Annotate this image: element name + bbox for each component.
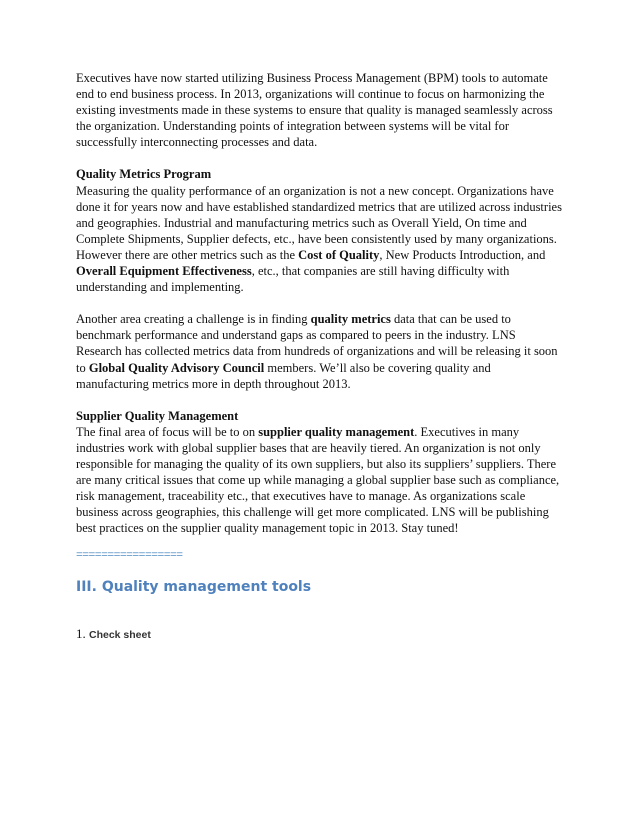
quality-metrics-heading: Quality Metrics Program [76,167,212,182]
document-page [76,70,564,643]
supplier-quality-bold: supplier quality management [258,424,415,439]
section-title: III. Quality management tools [76,579,312,596]
quality-metrics-text-e: , etc., that companies are still having difficulty with understanding and implementing. [76,264,510,295]
advisory-council-bold: Global Quality Advisory Council [88,360,265,375]
intro-text: Executives have now started utilizing Business Process Management (BPM) tools to automate end to end business process. In 2013, organizations will continue to focus on harmonizing the existing investments made in these systems to ensure that quality is managed seamlessly across the organization. Understanding points of integration between systems will be vital for successfully interconnecting processes and data. [76,71,553,150]
quality-metrics-text-a: Measuring the quality performance of an organization is not a new concept. Organizations have done it for years now and have established standardized metrics that are utilized across industries and geographies. Industrial and manufacturing metrics such as Overall Yield, On time and Complete Shipments, Supplier defects, etc., have been consistently used by many organizations. However there are other metrics such as the [76,183,562,262]
intro-paragraph [76,70,564,150]
quality-metrics-paragraph-2 [76,311,564,391]
supplier-quality-text-a: The final area of focus will be to on [76,424,259,439]
quality-metrics-bold: quality metrics [310,312,391,327]
divider-line: ================= [76,547,183,562]
benchmark-text-a: Another area creating a challenge is in finding [76,312,311,327]
benchmark-text-e: members. We’ll also be covering quality and manufacturing metrics more in depth throughout 2013. [76,360,491,391]
list-number: 1. [76,625,86,641]
quality-metrics-text-c: , New Products Introduction, and [379,247,546,262]
oee-text: Overall Equipment Effectiveness [76,264,252,279]
quality-metrics-paragraph-1 [76,166,564,295]
benchmark-text-c: data that can be used to benchmark performance and understand gaps as compared to peers in the industry. LNS Research has collected metrics data from hundreds of organizations and will be releasing it soon to [76,312,558,375]
supplier-quality-heading: Supplier Quality Management [76,408,239,423]
list-label: Check sheet [89,628,151,641]
cost-of-quality-link-text: Cost of Quality [298,247,380,262]
list-item-check-sheet [76,626,564,643]
supplier-quality-paragraph [76,408,564,537]
supplier-quality-text-c: . Executives in many industries work with global supplier bases that are heavily tiered. An organization is not only responsible for managing the quality of its own suppliers, but also its suppliers’ suppliers. There are many critical issues that come up while managing a global supplier base such as compliance, risk management, traceability etc., that executives have to manage. As organizations scale business across geographies, this challenge will get more complicated. LNS will be publishing best practices on the supplier quality management topic in 2013. Stay tuned! [76,424,560,536]
